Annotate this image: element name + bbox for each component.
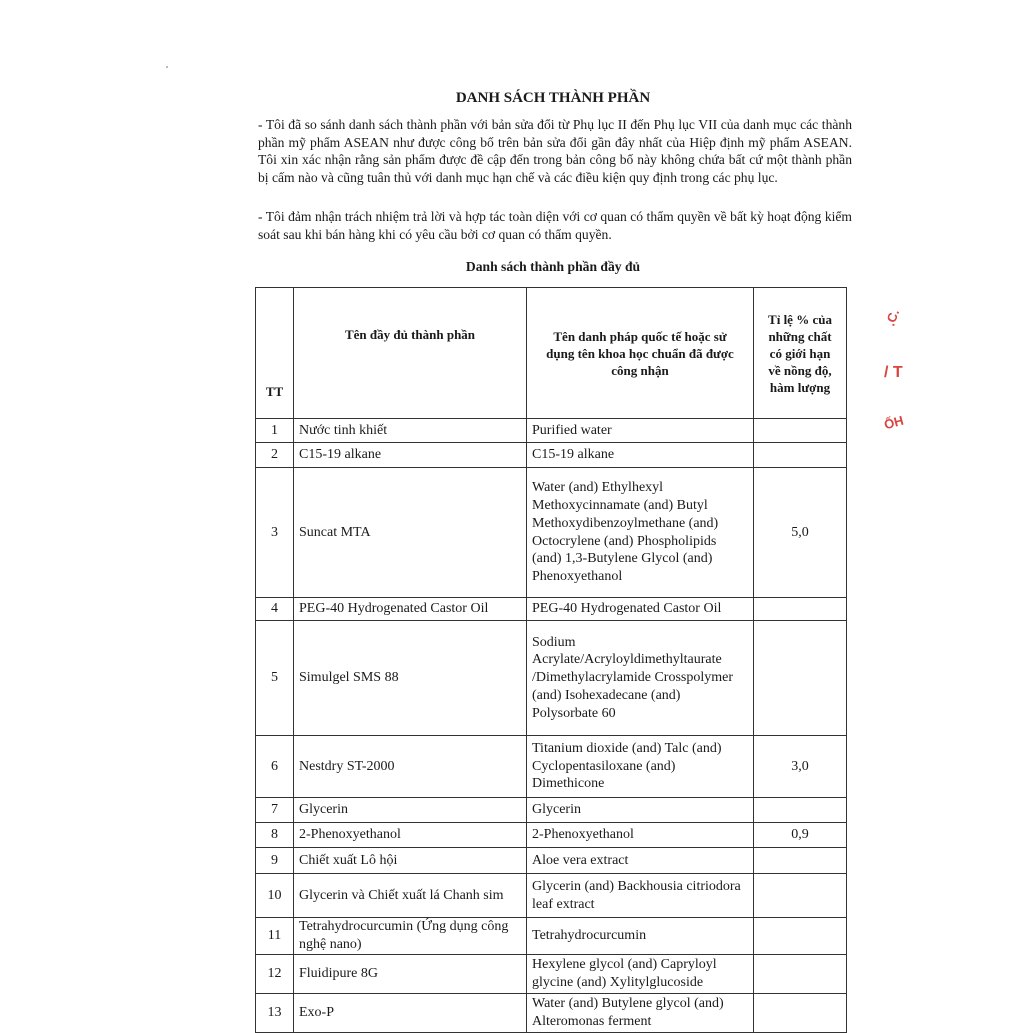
- row-number: 9: [256, 848, 294, 874]
- table-row: [256, 823, 847, 848]
- ingredient-full-name: Nước tinh khiết: [294, 419, 527, 443]
- header-full-name: Tên đầy đủ thành phần: [294, 288, 527, 419]
- ingredient-full-name: 2-Phenoxyethanol: [294, 823, 527, 848]
- row-number: 8: [256, 823, 294, 848]
- ingredient-inci-name: Sodium Acrylate/Acryloyldimethyltaurate /Dimethylacrylamide Crosspolymer (and) Isohexadecane (and) Polysorbate 60: [527, 621, 754, 736]
- ingredient-inci-name: Purified water: [527, 419, 754, 443]
- ingredient-percentage: [754, 598, 847, 621]
- declaration-paragraph-2: - Tôi đảm nhận trách nhiệm trả lời và hợp tác toàn diện với cơ quan có thẩm quyền về bất kỳ hoạt động kiểm soát sau khi bán hàng khi có yêu cầu bởi cơ quan có thẩm quyền.: [258, 209, 852, 242]
- scan-speck: [166, 66, 168, 68]
- ingredient-inci-name: Water (and) Butylene glycol (and) Alteromonas ferment: [527, 993, 754, 1032]
- ingredients-table: [255, 287, 847, 1033]
- row-number: 3: [256, 468, 294, 598]
- ingredient-percentage: 5,0: [754, 468, 847, 598]
- header-tt: TT: [256, 288, 294, 419]
- ingredient-full-name: Glycerin: [294, 798, 527, 823]
- ingredient-inci-name: 2-Phenoxyethanol: [527, 823, 754, 848]
- table-row: [256, 874, 847, 918]
- row-number: 6: [256, 736, 294, 798]
- header-inci-name: Tên danh pháp quốc tế hoặc sử dụng tên khoa học chuẩn đã được công nhận: [527, 288, 754, 419]
- row-number: 13: [256, 993, 294, 1032]
- ingredient-full-name: Fluidipure 8G: [294, 954, 527, 993]
- row-number: 10: [256, 874, 294, 918]
- row-number: 2: [256, 443, 294, 468]
- ingredient-full-name: Nestdry ST-2000: [294, 736, 527, 798]
- row-number: 7: [256, 798, 294, 823]
- ingredient-full-name: Tetrahydrocurcumin (Ứng dụng công nghệ nano): [294, 918, 527, 955]
- ingredient-percentage: [754, 621, 847, 736]
- document-title: DANH SÁCH THÀNH PHẦN: [455, 90, 651, 106]
- table-row: [256, 419, 847, 443]
- ingredient-inci-name: Aloe vera extract: [527, 848, 754, 874]
- ingredient-full-name: Exo-P: [294, 993, 527, 1032]
- ingredient-percentage: 0,9: [754, 823, 847, 848]
- stamp-fragment: ỐH: [882, 412, 906, 433]
- ingredient-inci-name: Glycerin (and) Backhousia citriodora leaf extract: [527, 874, 754, 918]
- table-row: [256, 468, 847, 598]
- ingredient-inci-name: Tetrahydrocurcumin: [527, 918, 754, 955]
- ingredient-full-name: C15-19 alkane: [294, 443, 527, 468]
- table-row: [256, 918, 847, 955]
- table-row: [256, 798, 847, 823]
- stamp-fragment: .C.: [882, 307, 903, 328]
- table-row: [256, 993, 847, 1032]
- ingredient-inci-name: C15-19 alkane: [527, 443, 754, 468]
- row-number: 12: [256, 954, 294, 993]
- ingredient-percentage: 3,0: [754, 736, 847, 798]
- table-row: [256, 443, 847, 468]
- ingredient-percentage: [754, 798, 847, 823]
- ingredient-percentage: [754, 918, 847, 955]
- header-percentage: Tỉ lệ % của những chất có giới hạn về nồng độ, hàm lượng: [754, 288, 847, 419]
- ingredient-inci-name: Water (and) Ethylhexyl Methoxycinnamate (and) Butyl Methoxydibenzoylmethane (and) Octocrylene (and) Phospholipids (and) 1,3-Butylene Glycol (and) Phenoxyethanol: [527, 468, 754, 598]
- ingredient-full-name: Chiết xuất Lô hội: [294, 848, 527, 874]
- table-row: [256, 598, 847, 621]
- ingredient-percentage: [754, 993, 847, 1032]
- ingredient-inci-name: Glycerin: [527, 798, 754, 823]
- table-row: [256, 848, 847, 874]
- ingredient-inci-name: Titanium dioxide (and) Talc (and) Cyclopentasiloxane (and) Dimethicone: [527, 736, 754, 798]
- declaration-paragraph-1: - Tôi đã so sánh danh sách thành phần với bản sửa đổi từ Phụ lục II đến Phụ lục VII của danh mục các thành phần mỹ phẩm ASEAN như được công bố trên bản sửa đổi gần đây nhất của Hiệp định mỹ phẩm ASEAN. Tôi xin xác nhận rằng sản phẩm được đề cập đến trong bản công bố này không chứa bất cứ một thành phần bị cấm nào và cũng tuân thủ với danh mục hạn chế và các điều kiện quy định trong các phụ lục.: [258, 117, 852, 185]
- table-header-row: [256, 288, 847, 419]
- stamp-fragment: / T: [884, 364, 903, 381]
- row-number: 1: [256, 419, 294, 443]
- table-row: [256, 736, 847, 798]
- table-row: [256, 954, 847, 993]
- table-row: [256, 621, 847, 736]
- ingredient-full-name: Simulgel SMS 88: [294, 621, 527, 736]
- row-number: 4: [256, 598, 294, 621]
- ingredient-percentage: [754, 848, 847, 874]
- row-number: 11: [256, 918, 294, 955]
- ingredient-percentage: [754, 874, 847, 918]
- ingredient-percentage: [754, 419, 847, 443]
- ingredient-percentage: [754, 443, 847, 468]
- table-title: Danh sách thành phần đầy đủ: [465, 259, 641, 274]
- ingredient-full-name: Glycerin và Chiết xuất lá Chanh sim: [294, 874, 527, 918]
- row-number: 5: [256, 621, 294, 736]
- ingredient-inci-name: PEG-40 Hydrogenated Castor Oil: [527, 598, 754, 621]
- ingredient-full-name: PEG-40 Hydrogenated Castor Oil: [294, 598, 527, 621]
- ingredient-inci-name: Hexylene glycol (and) Capryloyl glycine (and) Xylitylglucoside: [527, 954, 754, 993]
- ingredient-full-name: Suncat MTA: [294, 468, 527, 598]
- ingredient-percentage: [754, 954, 847, 993]
